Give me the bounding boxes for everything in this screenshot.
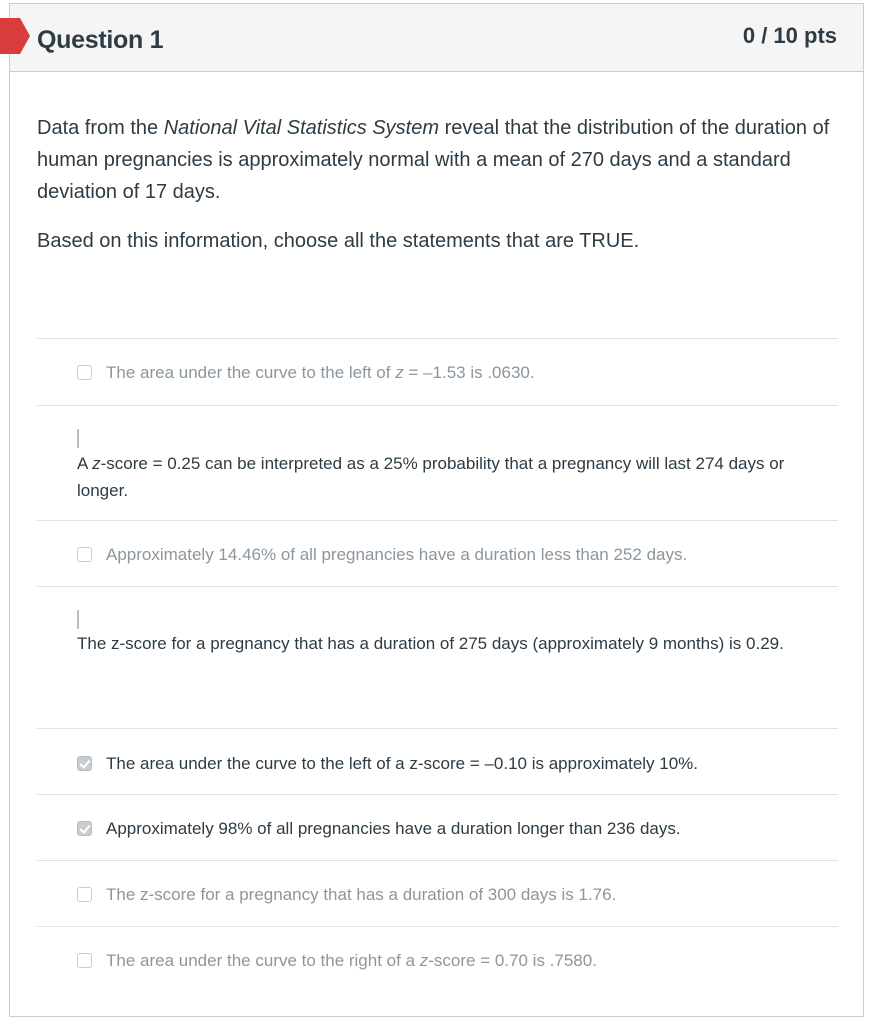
answer-label: The area under the curve to the left of a z-score = –0.10 is approximately 10%.	[106, 754, 699, 773]
answer-label: The z-score for a pregnancy that has a duration of 300 days is 1.76.	[106, 885, 617, 904]
answer-label: Approximately 98% of all pregnancies have a duration longer than 236 days.	[106, 819, 681, 838]
answer-option[interactable]	[37, 405, 838, 520]
checkbox-checked[interactable]	[77, 429, 79, 448]
answer-label: Approximately 14.46% of all pregnancies have a duration less than 252 days.	[106, 545, 688, 564]
source-name: National Vital Statistics System	[163, 117, 440, 139]
question-header	[10, 4, 863, 72]
checkbox[interactable]	[77, 953, 92, 968]
question-paragraph-1	[37, 112, 842, 208]
question-flag-icon	[0, 18, 30, 54]
checkbox[interactable]	[77, 547, 92, 562]
flag-shape	[0, 18, 30, 54]
answer-option[interactable]	[37, 520, 838, 586]
checkbox[interactable]	[77, 887, 92, 902]
answer-option[interactable]	[37, 794, 838, 860]
question-points: 0 / 10 pts	[742, 23, 837, 48]
checkbox-checked[interactable]	[77, 610, 79, 629]
answer-option[interactable]	[37, 926, 838, 992]
question-text	[37, 112, 842, 274]
question-text-part: reveal that the distribution of the duration of human pregnancies is approximately normal with a mean of 270 days and a standard deviation of 17 days.	[37, 117, 830, 203]
quiz-question-card	[9, 3, 864, 1017]
answer-label: The area under the curve to the left of z = –1.53 is .0630.	[106, 363, 535, 382]
checkbox[interactable]	[77, 365, 92, 380]
checkbox-checked[interactable]	[77, 821, 92, 836]
answer-option[interactable]	[37, 860, 838, 926]
question-title: Question 1	[37, 26, 164, 54]
answer-list	[37, 338, 838, 992]
question-paragraph-2: Based on this information, choose all the statements that are TRUE.	[37, 230, 640, 252]
answer-label: The area under the curve to the right of a z-score = 0.70 is .7580.	[106, 951, 597, 970]
answer-option[interactable]	[37, 338, 838, 405]
answer-label: A z-score = 0.25 can be interpreted as a 25% probability that a pregnancy will last 274 days or longer.	[77, 454, 785, 500]
answer-option[interactable]	[37, 586, 838, 728]
question-text-part: Data from the	[37, 117, 164, 139]
answer-option[interactable]	[37, 728, 838, 794]
answer-label: The z-score for a pregnancy that has a duration of 275 days (approximately 9 months) is 0.29.	[77, 634, 784, 653]
checkbox-checked[interactable]	[77, 756, 92, 771]
